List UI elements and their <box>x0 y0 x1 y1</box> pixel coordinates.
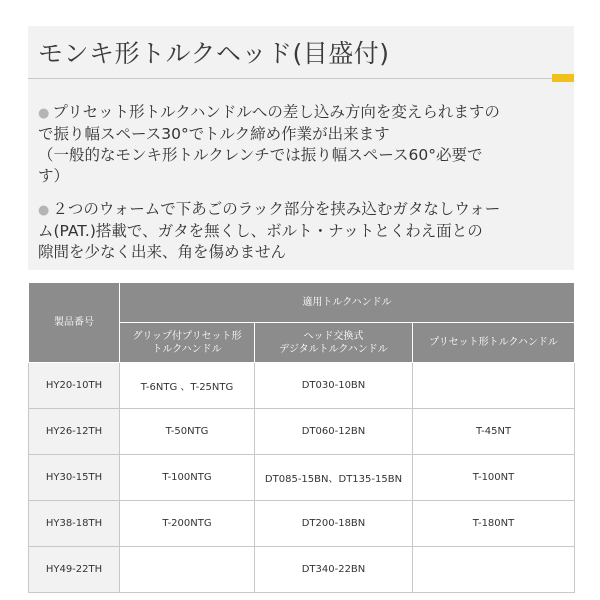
grip-preset-cell <box>120 547 255 593</box>
bullet-line: ● ２つのウォームで下あごのラック部分を挟み込むガタなしウォー <box>38 200 501 218</box>
title-accent-bar <box>552 74 574 82</box>
model-cell: HY49-22TH <box>29 547 120 593</box>
header-model-number: 製品番号 <box>29 283 120 363</box>
table-row <box>29 363 575 409</box>
bullet-line: す） <box>38 167 70 185</box>
compatibility-table <box>28 282 575 593</box>
title-divider <box>28 78 574 79</box>
grip-preset-cell: T-6NTG 、T-25NTG <box>120 363 255 409</box>
digital-head-cell: DT340-22BN <box>255 547 413 593</box>
preset-cell <box>413 547 575 593</box>
table-row <box>29 501 575 547</box>
preset-cell <box>413 363 575 409</box>
digital-head-cell: DT030-10BN <box>255 363 413 409</box>
header-applicable-handles: 適用トルクハンドル <box>120 283 575 323</box>
grip-preset-cell: T-200NTG <box>120 501 255 547</box>
digital-head-cell: DT200-18BN <box>255 501 413 547</box>
model-cell: HY26-12TH <box>29 409 120 455</box>
bullet-dot-icon: ● <box>38 106 50 121</box>
header-preset: プリセット形トルクハンドル <box>413 323 575 363</box>
preset-cell: T-45NT <box>413 409 575 455</box>
feature-bullet-1 <box>38 102 568 187</box>
preset-cell: T-180NT <box>413 501 575 547</box>
digital-head-cell: DT085-15BN、DT135-15BN <box>255 455 413 501</box>
model-cell: HY38-18TH <box>29 501 120 547</box>
bullet-line: （一般的なモンキ形トルクレンチでは振り幅スペース60°必要で <box>38 146 483 164</box>
grip-preset-cell: T-50NTG <box>120 409 255 455</box>
bullet-line: ム(PAT.)搭載で、ガタを無くし、ボルト・ナットとくわえ面との <box>38 222 483 240</box>
model-cell: HY20-10TH <box>29 363 120 409</box>
page-title: モンキ形トルクヘッド(目盛付) <box>38 39 390 68</box>
preset-cell: T-100NT <box>413 455 575 501</box>
header-grip-preset: グリップ付プリセット形 トルクハンドル <box>120 323 255 363</box>
header-digital-head: ヘッド交換式 デジタルトルクハンドル <box>255 323 413 363</box>
bullet-dot-icon: ● <box>38 203 50 218</box>
bullet-line: 隙間を少なく出来、角を傷めません <box>38 243 287 261</box>
model-cell: HY30-15TH <box>29 455 120 501</box>
bullet-line: ● プリセット形トルクハンドルへの差し込み方向を変えられますの <box>38 103 500 121</box>
bullet-line: で振り幅スペース30°でトルク締め作業が出来ます <box>38 125 390 143</box>
grip-preset-cell: T-100NTG <box>120 455 255 501</box>
table-row <box>29 409 575 455</box>
table-row <box>29 547 575 593</box>
table-row <box>29 455 575 501</box>
feature-bullet-2 <box>38 199 568 263</box>
digital-head-cell: DT060-12BN <box>255 409 413 455</box>
